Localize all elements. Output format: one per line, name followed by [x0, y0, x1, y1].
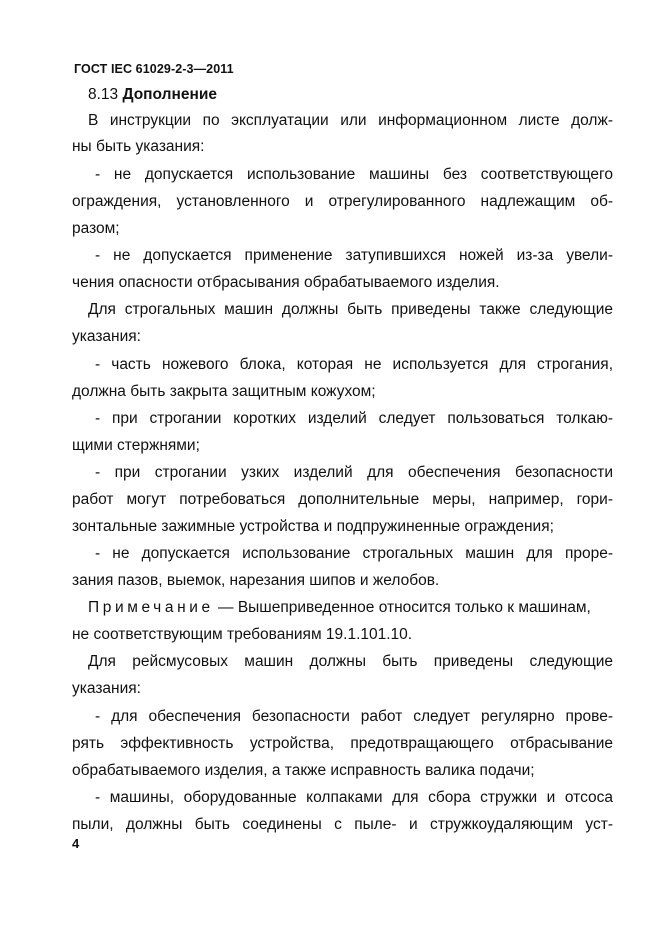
text-line: указания:: [72, 328, 141, 345]
text-line: - машины, оборудованные колпаками для сбора стружки и отсоса: [95, 789, 613, 806]
text-line: - для обеспечения безопасности работ следует регулярно прове-: [95, 708, 613, 725]
text-line: работ могут потребоваться дополнительные меры, например, гори-: [72, 491, 613, 508]
text-line: зания пазов, выемок, нарезания шипов и желобов.: [72, 572, 440, 589]
note-text: — Вышеприведенное относится только к машинам,: [213, 599, 591, 616]
section-title: Дополнение: [122, 86, 217, 103]
text-line: - не допускается использование строгальных машин для проре-: [95, 545, 613, 562]
text-line: ны быть указания:: [72, 138, 205, 155]
text-line: ограждения, установленного и отрегулированного надлежащим об-: [72, 193, 613, 210]
text-line: - часть ножевого блока, которая не используется для строгания,: [95, 356, 613, 373]
page-number: 4: [72, 836, 80, 851]
text-line: указания:: [72, 680, 141, 697]
section-heading: [88, 85, 217, 105]
text-line: разом;: [72, 220, 120, 237]
text-line: - при строгании узких изделий для обеспечения безопасности: [95, 464, 613, 481]
text-line: - не допускается применение затупившихся ножей из-за увели-: [95, 247, 613, 264]
text-line: - не допускается использование машины без соответствующего: [95, 166, 613, 183]
text-line: должна быть закрыта защитным кожухом;: [72, 383, 376, 400]
text-line: щими стержнями;: [72, 437, 200, 454]
text-line: чения опасности отбрасывания обрабатываемого изделия.: [72, 274, 500, 291]
text-line: Для рейсмусовых машин должны быть приведены следующие: [88, 653, 613, 670]
note-label: Примечание: [88, 599, 214, 616]
document-code-header: ГОСТ IEC 61029-2-3—2011: [74, 62, 234, 76]
text-line: не соответствующим требованиям 19.1.101.10.: [72, 626, 413, 643]
text-line: зонтальные зажимные устройства и подпружиненные ограждения;: [72, 518, 554, 535]
text-line: - при строгании коротких изделий следует пользоваться толкаю-: [95, 410, 613, 427]
text-line: обрабатываемого изделия, а также исправность валика подачи;: [72, 762, 535, 779]
text-line: пыли, должны быть соединены с пыле- и стружкоудаляющим уст-: [72, 816, 613, 833]
text-line: В инструкции по эксплуатации или информационном листе долж-: [88, 112, 613, 129]
text-line: Для строгальных машин должны быть приведены также следующие: [88, 301, 613, 318]
note-line: [88, 598, 591, 618]
section-number: 8.13: [88, 86, 119, 103]
text-line: рять эффективность устройства, предотвращающего отбрасывание: [72, 735, 613, 752]
